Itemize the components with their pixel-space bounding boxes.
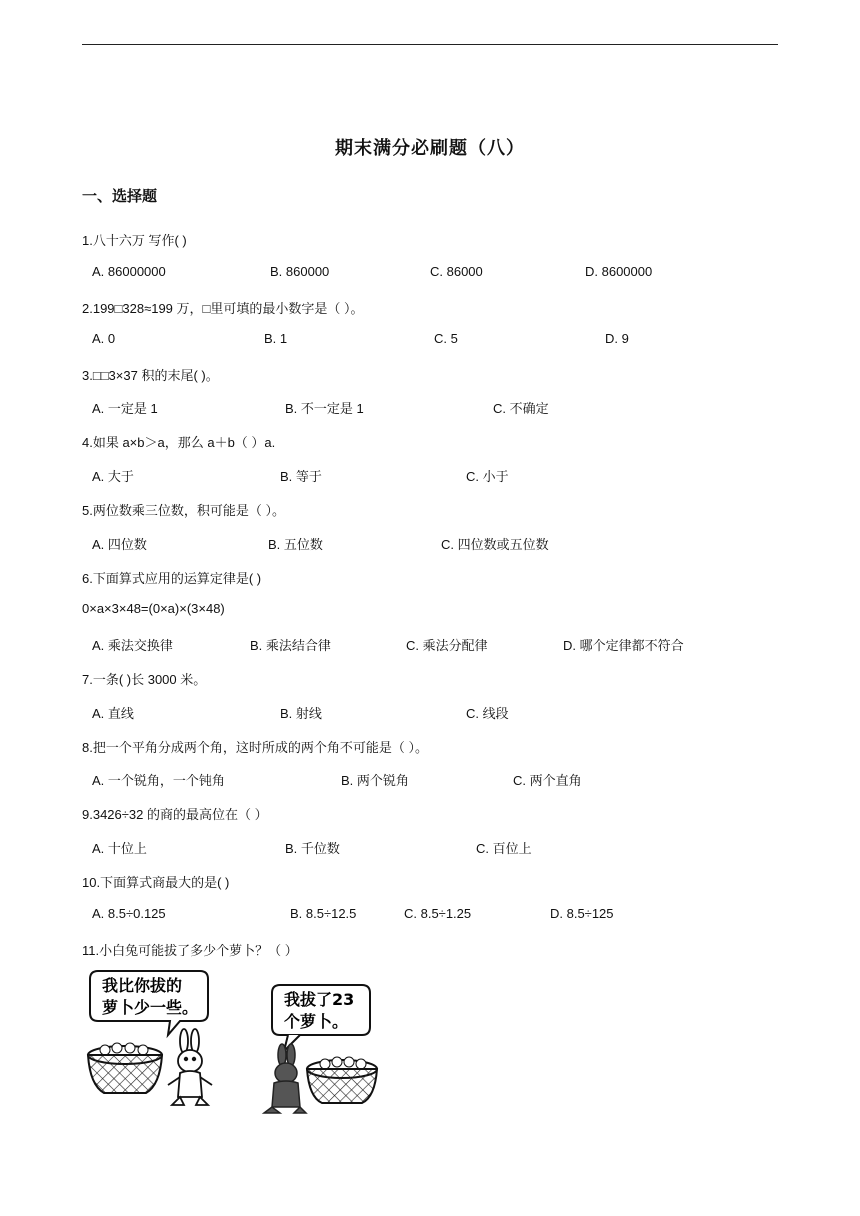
q7-option-b[interactable]: B. 射线 bbox=[280, 706, 322, 721]
q6-option-b[interactable]: B. 乘法结合律 bbox=[250, 638, 331, 653]
q1-option-a[interactable]: A. 86000000 bbox=[92, 264, 166, 279]
q6-option-a[interactable]: A. 乘法交换律 bbox=[92, 638, 173, 653]
question-9-stem: 9.3426÷32 的商的最高位在（ ） bbox=[82, 807, 268, 822]
section-heading: 一、选择题 bbox=[82, 188, 158, 205]
question-8-stem: 8.把一个平角分成两个角，这时所成的两个角不可能是（ ）。 bbox=[82, 740, 428, 755]
q7-option-a[interactable]: A. 直线 bbox=[92, 706, 134, 721]
question-6-stem: 6.下面算式应用的运算定律是( ) bbox=[82, 571, 262, 586]
q6-option-d[interactable]: D. 哪个定律都不符合 bbox=[563, 638, 684, 653]
q7-option-c[interactable]: C. 线段 bbox=[466, 706, 509, 721]
q3-option-a[interactable]: A. 一定是 1 bbox=[92, 401, 158, 416]
question-4-stem: 4.如果 a×b＞a，那么 a＋b（ ）a. bbox=[82, 435, 276, 450]
q8-option-a[interactable]: A. 一个锐角，一个钝角 bbox=[92, 773, 225, 788]
rabbits-illustration bbox=[80, 965, 390, 1115]
q8-option-b[interactable]: B. 两个锐角 bbox=[341, 773, 409, 788]
q4-option-b[interactable]: B. 等于 bbox=[280, 469, 322, 484]
q10-option-b[interactable]: B. 8.5÷12.5 bbox=[290, 906, 357, 921]
q5-option-a[interactable]: A. 四位数 bbox=[92, 537, 147, 552]
right-basket bbox=[307, 1057, 377, 1103]
q3-option-c[interactable]: C. 不确定 bbox=[493, 401, 549, 416]
left-bubble-line-1: 我比你拔的 bbox=[102, 976, 183, 995]
q1-option-d[interactable]: D. 8600000 bbox=[585, 264, 653, 279]
question-7-stem: 7.一条( )长 3000 米。 bbox=[82, 672, 207, 687]
question-11-stem: 11.小白兔可能拔了多少个萝卜？（ ） bbox=[82, 943, 298, 958]
q1-option-c[interactable]: C. 86000 bbox=[430, 264, 483, 279]
question-1-stem: 1.八十六万 写作( ) bbox=[82, 233, 187, 248]
white-rabbit bbox=[168, 1029, 212, 1105]
q10-option-a[interactable]: A. 8.5÷0.125 bbox=[92, 906, 166, 921]
q3-option-b[interactable]: B. 不一定是 1 bbox=[285, 401, 364, 416]
q8-option-c[interactable]: C. 两个直角 bbox=[513, 773, 582, 788]
q4-option-a[interactable]: A. 大于 bbox=[92, 469, 134, 484]
left-bubble-line-2: 萝卜少一些。 bbox=[102, 998, 199, 1017]
q2-option-d[interactable]: D. 9 bbox=[605, 331, 629, 346]
right-bubble-line-1: 我拔了23 bbox=[284, 990, 355, 1009]
question-3-stem: 3.□□3×37 积的末尾( )。 bbox=[82, 368, 219, 383]
q2-option-b[interactable]: B. 1 bbox=[264, 331, 288, 346]
q10-option-c[interactable]: C. 8.5÷1.25 bbox=[404, 906, 472, 921]
q9-option-a[interactable]: A. 十位上 bbox=[92, 841, 147, 856]
right-speech-bubble bbox=[272, 985, 370, 1051]
left-speech-bubble bbox=[90, 971, 208, 1035]
q5-option-b[interactable]: B. 五位数 bbox=[268, 537, 323, 552]
left-basket bbox=[88, 1043, 162, 1093]
question-10-stem: 10.下面算式商最大的是( ) bbox=[82, 875, 230, 890]
question-6-expression: 0×a×3×48=(0×a)×(3×48) bbox=[82, 601, 225, 616]
question-5-stem: 5.两位数乘三位数，积可能是（ ）。 bbox=[82, 503, 285, 518]
q4-option-c[interactable]: C. 小于 bbox=[466, 469, 509, 484]
page-title: 期末满分必刷题（八） bbox=[335, 138, 525, 158]
header-rule bbox=[82, 44, 778, 45]
q9-option-b[interactable]: B. 千位数 bbox=[285, 841, 340, 856]
q10-option-d[interactable]: D. 8.5÷125 bbox=[550, 906, 614, 921]
right-bubble-line-2: 个萝卜。 bbox=[284, 1012, 349, 1031]
q1-option-b[interactable]: B. 860000 bbox=[270, 264, 330, 279]
question-2-stem: 2.199□328≈199 万，□里可填的最小数字是（ ）。 bbox=[82, 301, 364, 316]
gray-rabbit bbox=[264, 1044, 306, 1113]
q2-option-a[interactable]: A. 0 bbox=[92, 331, 116, 346]
q9-option-c[interactable]: C. 百位上 bbox=[476, 841, 532, 856]
q5-option-c[interactable]: C. 四位数或五位数 bbox=[441, 537, 549, 552]
q6-option-c[interactable]: C. 乘法分配律 bbox=[406, 638, 488, 653]
q2-option-c[interactable]: C. 5 bbox=[434, 331, 458, 346]
